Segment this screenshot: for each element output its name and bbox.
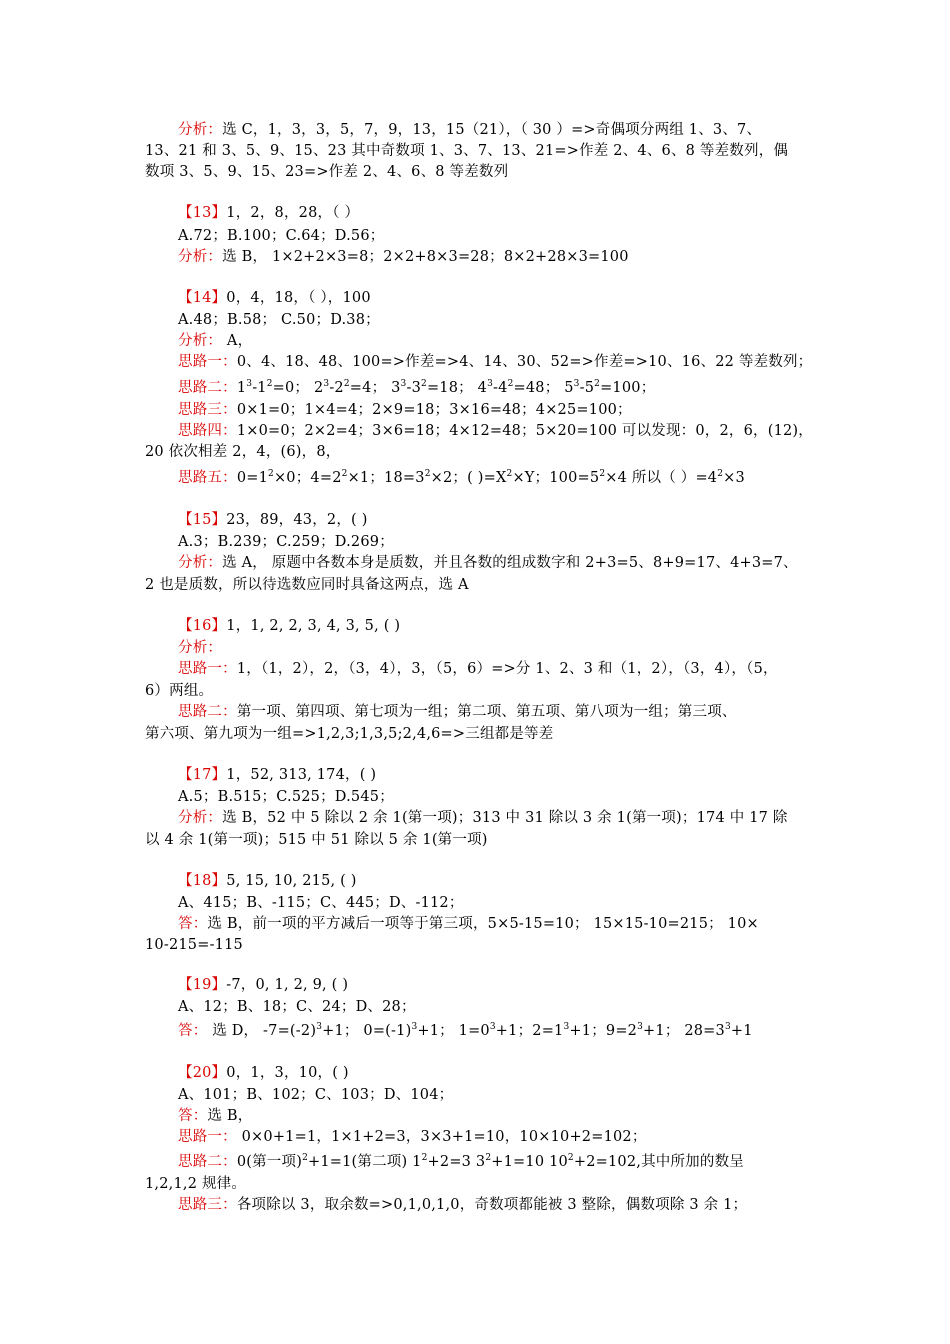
q20-answer	[178, 1106, 843, 1127]
q15-options: A.3；B.239；C.259；D.269；	[178, 534, 394, 550]
q15-analysis-cont: 2 也是质数，所以待选数应同时具备这两点，选 A	[145, 577, 469, 593]
q16-idea-1-cont: 6）两组。	[145, 683, 214, 699]
question-text: 1，2，8，28，（ ）	[226, 205, 360, 221]
idea-label: 思路二：	[178, 704, 237, 720]
question-number: 【19】	[178, 977, 227, 993]
analysis-label: 分析：	[178, 249, 223, 265]
answer-label: 答：	[178, 1108, 208, 1124]
q17-analysis	[178, 808, 843, 829]
analysis-label: 分析：	[178, 333, 223, 349]
idea-label: 思路四：	[178, 423, 237, 439]
q17-analysis-cont: 以 4 余 1(第一项)；515 中 51 除以 5 余 1(第一项)	[145, 832, 488, 848]
question-number: 【13】	[178, 205, 227, 221]
question-number: 【17】	[178, 767, 227, 783]
analysis-text: 选 B，52 中 5 除以 2 余 1(第一项)；313 中 31 除以 3 余 1(第一项)；174 中 17 除	[222, 810, 788, 826]
q15-analysis	[178, 553, 843, 574]
q14-idea-1	[178, 352, 843, 373]
idea-label: 思路三：	[178, 402, 237, 418]
q14-options: A.48；B.58； C.50；D.38；	[178, 312, 380, 328]
q20-stem	[178, 1063, 843, 1084]
q19-stem	[178, 975, 843, 996]
q18-answer	[178, 914, 843, 935]
question-text: 23，89，43，2，( )	[226, 512, 368, 528]
q14-idea-2: 思路二：$1^3-1^2=0$； $2^3-2^2=4$； $3^3-3^2=18$； $4^3-4^2=48$； $5^3-5^2=100$；	[178, 379, 656, 396]
idea-text: 0×1=0；1×4=4；2×9=18；3×16=48；4×25=100；	[236, 402, 632, 418]
q17-options: A.5；B.515；C.525；D.545；	[178, 789, 394, 805]
idea-text: 0×0+1=1，1×1+2=3，3×3+1=10，10×10+2=102；	[236, 1129, 647, 1145]
q14-idea-4	[178, 421, 843, 442]
q20-idea-2: 思路二：0(第一项)$^2$+1=1(第二项) $1^2+2=3$ $3^2+1=10$ $10^2+2=102$,其中所加的数呈	[178, 1153, 744, 1170]
idea-text: 1×0=0；2×2=4；3×6=18；4×12=48；5×20=100 可以发现：0，2，6，(12)，	[236, 423, 813, 439]
question-text: 5, 15, 10, 215, ( )	[226, 873, 357, 889]
q20-idea-3	[178, 1195, 843, 1216]
analysis-text: 选 B， 1×2+2×3=8；2×2+8×3=28；8×2+28×3=100	[222, 249, 629, 265]
question-number: 【16】	[178, 618, 227, 634]
q16-stem	[178, 616, 843, 637]
analysis-text: A，	[222, 333, 253, 349]
q20-options: A、101；B、102；C、103；D、104；	[178, 1087, 454, 1103]
idea-label: 思路一：	[178, 1129, 237, 1145]
question-number: 【18】	[178, 873, 227, 889]
q18-stem	[178, 871, 843, 892]
idea-label: 思路五：	[178, 470, 237, 486]
question-number: 【20】	[178, 1065, 227, 1081]
q14-idea-4-cont: 20 依次相差 2，4，(6)，8，	[145, 444, 341, 460]
q14-idea-5: 思路五：$0=1^2\times 0$；$4=2^2\times 1$；$18=3^2\times 2$；( )$=X^2\times Y$；$100=5^2\times 4$ 所以（ ）$=4^2\times 3$	[178, 469, 745, 486]
q19-options: A、12；B、18；C、24；D、28；	[178, 999, 416, 1015]
answer-label: 答：	[178, 916, 208, 932]
question-text: 1，1, 2, 2, 3, 4, 3, 5, ( )	[226, 618, 401, 634]
q17-stem	[178, 765, 843, 786]
analysis-text: 选 C，1，3，3，5，7，9，13，15（21），（ 30 ）=>奇偶项分两组 1、3、7、	[222, 122, 762, 138]
idea-label: 思路三：	[178, 1197, 237, 1213]
q16-idea-1	[178, 659, 843, 680]
question-number: 【14】	[178, 290, 227, 306]
q18-answer-cont: 10-215=-115	[145, 937, 243, 953]
q19-answer: 答： 选 D， $-7=(-2)^3+1$； $0=(-1)^3+1$； $1=0^3+1$；$2=1^3+1$；$9=2^3+1$； $28=3^3+1$	[178, 1022, 753, 1039]
intro-line-3: 数项 3、5、9、15、23=>作差 2、4、6、8 等差数列	[145, 164, 509, 180]
idea-label: 思路一：	[178, 354, 237, 370]
q13-analysis	[178, 247, 843, 268]
question-text: 0，4，18，（ ），100	[226, 290, 371, 306]
idea-label: 思路一：	[178, 661, 237, 677]
analysis-label: 分析：	[178, 122, 223, 138]
q16-idea-2-cont: 第六项、第九项为一组=>1,2,3;1,3,5;2,4,6=>三组都是等差	[145, 726, 554, 742]
q14-idea-3	[178, 400, 843, 421]
answer-label: 答：	[178, 1023, 208, 1039]
question-text: 0，1，3，10，( )	[226, 1065, 349, 1081]
q20-idea-1	[178, 1127, 843, 1148]
q18-options: A、415；B、-115；C、445；D、-112；	[178, 895, 464, 911]
question-number: 【15】	[178, 512, 227, 528]
idea-text: 各项除以 3，取余数=>0,1,0,1,0，奇数项都能被 3 整除，偶数项除 3 余 1；	[236, 1197, 748, 1213]
q20-idea-2-cont: 1,2,1,2 规律。	[145, 1176, 247, 1192]
idea-text: 1，（1，2），2，（3，4），3，（5，6）=>分 1、2、3 和（1，2），（3，4），（5，	[236, 661, 778, 677]
question-text: 1，52, 313, 174，( )	[226, 767, 377, 783]
q14-analysis	[178, 331, 843, 352]
q16-idea-2	[178, 702, 843, 723]
q13-options: A.72；B.100；C.64；D.56；	[178, 228, 385, 244]
q14-stem	[178, 288, 843, 309]
analysis-text: 选 A， 原题中各数本身是质数，并且各数的组成数字和 2+3=5、8+9=17、4+3=7、	[222, 555, 798, 571]
intro-line-2: 13、21 和 3、5、9、15、23 其中奇数项 1、3、7、13、21=>作差 2、4、6、8 等差数列，偶	[145, 143, 789, 159]
idea-text: 第一项、第四项、第七项为一组；第二项、第五项、第八项为一组；第三项、	[236, 704, 737, 720]
q13-stem	[178, 203, 843, 224]
idea-label: 思路二：	[178, 380, 237, 396]
question-text: -7，0, 1, 2, 9, ( )	[226, 977, 349, 993]
answer-text: 选 B，前一项的平方减后一项等于第三项，5×5-15=10； 15×15-10=215； 10×	[207, 916, 759, 932]
q15-stem	[178, 510, 843, 531]
idea-label: 思路二：	[178, 1154, 237, 1170]
q16-analysis-label: 分析：	[178, 640, 223, 656]
analysis-label: 分析：	[178, 810, 223, 826]
intro-line-1	[178, 120, 843, 141]
idea-text: 0、4、18、48、100=>作差=>4、14、30、52=>作差=>10、16、22 等差数列；	[236, 354, 813, 370]
answer-text: 选 B，	[207, 1108, 253, 1124]
analysis-label: 分析：	[178, 555, 223, 571]
